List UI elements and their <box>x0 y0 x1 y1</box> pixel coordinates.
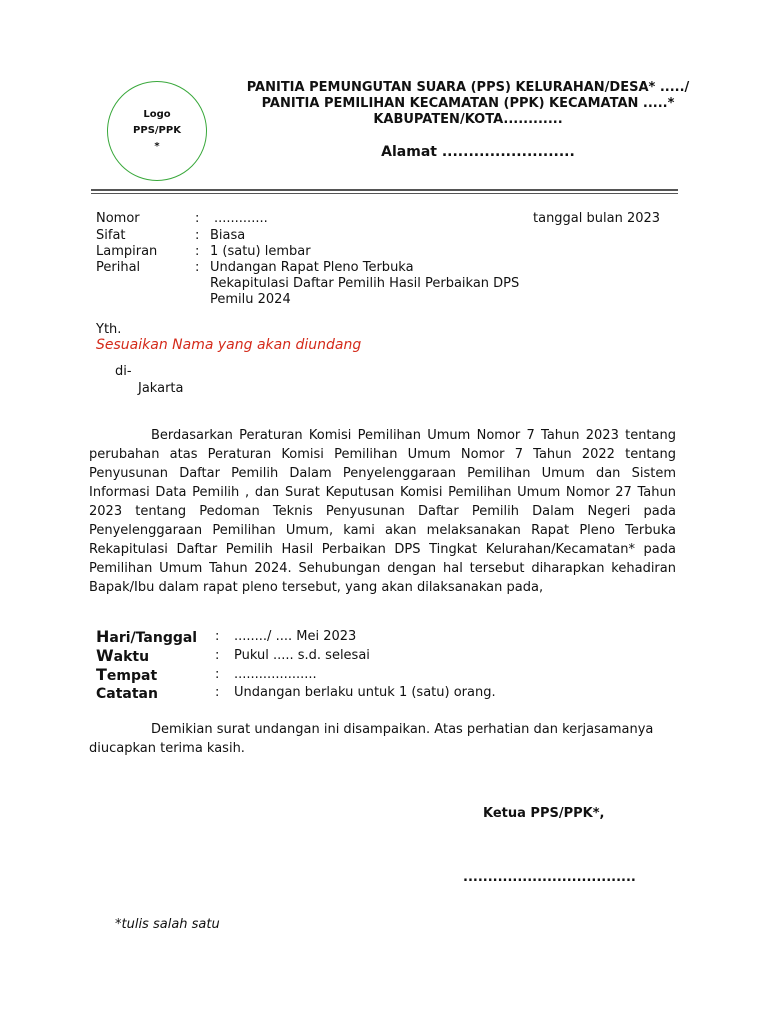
meta-sep-lampiran: : <box>195 244 200 259</box>
schedule-sep-waktu: : <box>215 648 220 663</box>
meta-label-sifat: Sifat <box>96 228 126 243</box>
logo-placeholder <box>107 81 207 181</box>
meta-sep-perihal: : <box>195 260 200 275</box>
schedule-rest-tempat: empat <box>106 668 158 684</box>
recipient-di: di- <box>115 364 132 379</box>
closing-paragraph <box>89 720 676 758</box>
recipient-name: Sesuaikan Nama yang akan diundang <box>96 337 362 353</box>
meta-value-nomor: ............. <box>214 211 268 226</box>
meta-label-perihal: Perihal <box>96 260 141 275</box>
signature-name: ................................... <box>463 870 636 885</box>
schedule-value-hari: ......../ .... Mei 2023 <box>234 629 357 644</box>
header-divider-thin <box>91 193 678 194</box>
meta-perihal-line-2: Rekapitulasi Daftar Pemilih Hasil Perbaikan DPS <box>210 276 520 291</box>
schedule-label-catatan <box>96 683 158 702</box>
schedule-label-tempat <box>96 665 157 684</box>
schedule-cap-hari: H <box>96 627 110 646</box>
header-address: Alamat ......................... <box>381 144 575 160</box>
meta-sep-sifat: : <box>195 228 200 243</box>
header-line-2: PANITIA PEMILIHAN KECAMATAN (PPK) KECAMATAN .....* <box>261 96 675 111</box>
meta-label-nomor: Nomor <box>96 211 140 226</box>
recipient-salutation: Yth. <box>96 322 122 337</box>
meta-label-lampiran: Lampiran <box>96 244 158 259</box>
schedule-sep-catatan: : <box>215 685 220 700</box>
recipient-city: Jakarta <box>138 381 184 396</box>
meta-value-perihal: Undangan Rapat Pleno Terbuka <box>210 260 414 275</box>
signature-title: Ketua PPS/PPK*, <box>483 806 605 821</box>
schedule-value-catatan: Undangan berlaku untuk 1 (satu) orang. <box>234 685 496 700</box>
footnote: *tulis salah satu <box>115 917 220 932</box>
schedule-label-hari-tanggal <box>96 627 197 646</box>
logo-line-2: PPS/PPK <box>133 125 181 136</box>
schedule-rest-hari: ari/Tanggal <box>109 630 198 646</box>
header-line-3: KABUPATEN/KOTA............ <box>373 112 563 127</box>
meta-sep-nomor: : <box>195 211 200 226</box>
schedule-rest-waktu: aktu <box>113 649 150 665</box>
schedule-label-waktu <box>96 646 149 665</box>
schedule-value-waktu: Pukul ..... s.d. selesai <box>234 648 370 663</box>
schedule-sep-tempat: : <box>215 667 220 682</box>
meta-value-lampiran: 1 (satu) lembar <box>210 244 311 259</box>
header-divider-thick <box>91 189 678 191</box>
schedule-cap-tempat: T <box>96 665 107 684</box>
closing-paragraph-text: Demikian surat undangan ini disampaikan. Atas perhatian dan kerjasamanya diucapkan terima kasih. <box>89 722 654 756</box>
logo-line-1: Logo <box>143 109 171 120</box>
schedule-sep-hari: : <box>215 629 220 644</box>
meta-value-sifat: Biasa <box>210 228 246 243</box>
body-paragraph <box>89 426 676 597</box>
schedule-value-tempat: .................... <box>234 667 317 682</box>
header-line-1: PANITIA PEMUNGUTAN SUARA (PPS) KELURAHAN/DESA* ...../ <box>246 80 690 95</box>
body-paragraph-text: Berdasarkan Peraturan Komisi Pemilihan Umum Nomor 7 Tahun 2023 tentang perubahan atas Peraturan Komisi Pemilihan Umum Nomor 7 Tahun 2022 tentang Penyusunan Daftar Pemilih Dalam Penyelenggaraan Pemilihan Umum dan Sistem Informasi Data Pemilih , dan Surat Keputusan Komisi Pemilihan Umum Nomor 27 Tahun 2023 tentang Pedoman Teknis Penyusunan Daftar Pemilih Dalam Negeri pada Penyelenggaraan Pemilihan Umum, kami akan melaksanakan Rapat Pleno Terbuka Rekapitulasi Daftar Pemilih Hasil Perbaikan DPS Tingkat Kelurahan/Kecamatan* pada Pemilihan Umum Tahun 2024. Sehubungan dengan hal tersebut diharapkan kehadiran Bapak/Ibu dalam rapat pleno tersebut, yang akan dilaksanakan pada, <box>89 428 676 595</box>
logo-line-3: * <box>154 141 160 152</box>
schedule-cap-waktu: W <box>96 646 114 665</box>
letter-date: tanggal bulan 2023 <box>533 211 661 226</box>
schedule-rest-catatan: Catatan <box>96 686 158 702</box>
meta-perihal-line-3: Pemilu 2024 <box>210 292 291 307</box>
